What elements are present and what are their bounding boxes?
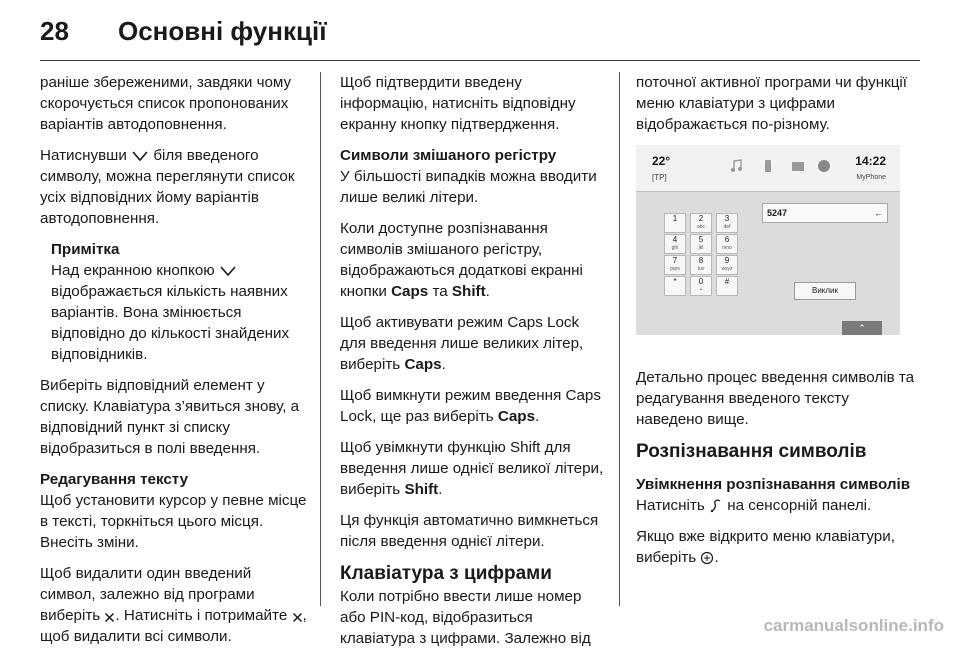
temperature: 22°	[652, 154, 671, 168]
key-digit: 2	[698, 214, 704, 223]
paragraph: Детально процес введення символів та редагування введеного тексту наведено вище.	[636, 369, 915, 428]
chevron-down-icon	[219, 265, 237, 278]
key-letters: ghi	[671, 245, 679, 251]
section-heading-recognition: Розпізнавання символів	[636, 441, 867, 462]
chevron-up-icon[interactable]: ⌃	[842, 321, 882, 335]
keypad-key[interactable]	[716, 213, 738, 233]
key-letters: mno	[722, 245, 732, 251]
note-title: Примітка	[51, 241, 120, 258]
paragraph: Щоб активувати режим Caps Lock для введення лише великих літер, виберіть Caps.	[340, 314, 584, 373]
paragraph: Натиснувши біля введеного символу, можна переглянути список усіх відповідних йому варіантів автодоповнення.	[40, 147, 295, 227]
section-heading-numpad: Клавіатура з цифрами	[340, 563, 552, 584]
key-digit: 8	[698, 256, 704, 265]
column-3	[636, 72, 918, 578]
paragraph: раніше збереженими, завдяки чому скорочується список пропонованих варіантів автодоповнення.	[40, 74, 292, 133]
number-input[interactable]: 5247 ←	[762, 203, 888, 223]
page-title: Основні функції	[118, 16, 327, 46]
traffic-program-indicator: [TP]	[652, 173, 667, 182]
caps-label: Caps	[404, 356, 442, 373]
clock: 14:22	[855, 154, 886, 168]
keypad-key[interactable]	[664, 213, 686, 233]
subheading-enable-recognition: Увімкнення розпізнавання символів	[636, 476, 911, 493]
paragraph: Щоб установити курсор у певне місце в тексті, торкніться цього місця. Внесіть зміни.	[40, 492, 307, 551]
close-x-icon	[104, 612, 115, 623]
phone-icon	[760, 159, 776, 173]
paragraph: Виберіть відповідний елемент у списку. Клавіатура з’явиться знову, а відповідний пункт зі списку відобразиться в полі введення.	[40, 377, 300, 457]
keypad-key[interactable]	[716, 234, 738, 254]
keypad-key[interactable]	[664, 234, 686, 254]
page-number: 28	[40, 16, 69, 46]
paragraph: Якщо вже відкрито меню клавіатури, виберіть .	[636, 528, 895, 566]
status-bar	[636, 145, 900, 191]
paragraph: Коли доступне розпізнавання символів змішаного регістру, відображаються додаткові екранні кнопки Caps та Shift.	[340, 220, 583, 300]
key-digit: 4	[672, 235, 678, 244]
note: Примітка Над екранною кнопкою відображається кількість наявних варіантів. Вона змінюється відповідно до кількості знайдених відповідників.	[51, 239, 308, 365]
close-x-icon	[292, 612, 303, 623]
media-icon	[790, 159, 806, 173]
header-rule	[40, 60, 920, 61]
watermark: carmanualsonline.info	[763, 616, 944, 635]
key-digit: 6	[724, 235, 730, 244]
paragraph: Щоб увімкнути функцію Shift для введення лише однієї великої літери, виберіть Shift.	[340, 439, 604, 498]
call-button[interactable]: Виклик	[794, 282, 856, 300]
touchpad-gesture-icon	[709, 498, 723, 513]
key-digit: 3	[724, 214, 730, 223]
keypad-key[interactable]	[664, 255, 686, 275]
keypad-key[interactable]	[690, 255, 712, 275]
key-letters: pqrs	[670, 266, 680, 272]
keypad-key[interactable]	[716, 276, 738, 296]
keypad-key[interactable]	[690, 213, 712, 233]
numeric-keypad	[664, 213, 760, 299]
paragraph: У більшості випадків можна вводити лише великі літери.	[340, 168, 597, 206]
phone-name: MyPhone	[856, 174, 886, 181]
music-note-icon	[728, 159, 744, 173]
section-heading-mixed-case: Символи змішаного регістру	[340, 147, 557, 164]
key-letters: tuv	[697, 266, 705, 272]
caps-label: Caps	[497, 408, 536, 425]
key-digit: 9	[724, 256, 730, 265]
chevron-down-icon	[131, 150, 149, 163]
paragraph: Щоб видалити один введений символ, залежно від програми виберіть . Натисніть і потримайте , щоб видалити всі символи.	[40, 565, 307, 645]
numeric-keypad-screenshot	[636, 145, 900, 335]
paragraph: Натисніть на сенсорній панелі.	[636, 497, 872, 514]
page-header	[40, 12, 920, 56]
key-digit: #	[724, 277, 730, 286]
backspace-icon[interactable]: ←	[874, 208, 883, 218]
key-digit: 0	[698, 277, 704, 286]
keypad-key[interactable]	[664, 276, 686, 296]
keypad-key[interactable]	[690, 276, 712, 296]
key-digit: 7	[672, 256, 678, 265]
shift-label: Shift	[404, 481, 439, 498]
character-recognition-icon	[700, 551, 714, 565]
key-letters: abc	[696, 224, 706, 230]
key-digit: 1	[672, 214, 678, 223]
column-1	[40, 72, 308, 657]
paragraph: Ця функція автоматично вимкнеться після введення однієї літери.	[340, 512, 599, 550]
section-heading-edit: Редагування тексту	[40, 471, 189, 488]
key-letters: wxyz	[721, 266, 733, 272]
paragraph: Щоб вимкнути режим введення Caps Lock, ще раз виберіть Caps.	[340, 387, 601, 425]
key-letters: jkl	[698, 245, 704, 251]
key-letters: def	[723, 224, 731, 230]
shift-label: Shift	[451, 283, 486, 300]
keypad-key[interactable]	[716, 255, 738, 275]
paragraph: Щоб підтвердити введену інформацію, натисніть відповідну екранну кнопку підтвердження.	[340, 74, 576, 133]
paragraph: Коли потрібно ввести лише номер або PIN-код, відобразиться клавіатура з цифрами. Залежно від	[340, 588, 591, 647]
column-2	[340, 72, 608, 659]
column-divider	[320, 72, 321, 606]
key-digit: *	[673, 277, 677, 286]
key-digit: 5	[698, 235, 704, 244]
nav-icon	[816, 159, 832, 173]
caps-label: Caps	[391, 283, 429, 300]
screen-divider	[636, 191, 900, 192]
keypad-key[interactable]	[690, 234, 712, 254]
paragraph: поточної активної програми чи функції меню клавіатури з цифрами відображається по-різному.	[636, 74, 908, 133]
column-divider	[619, 72, 620, 606]
key-letters: +	[699, 287, 703, 293]
